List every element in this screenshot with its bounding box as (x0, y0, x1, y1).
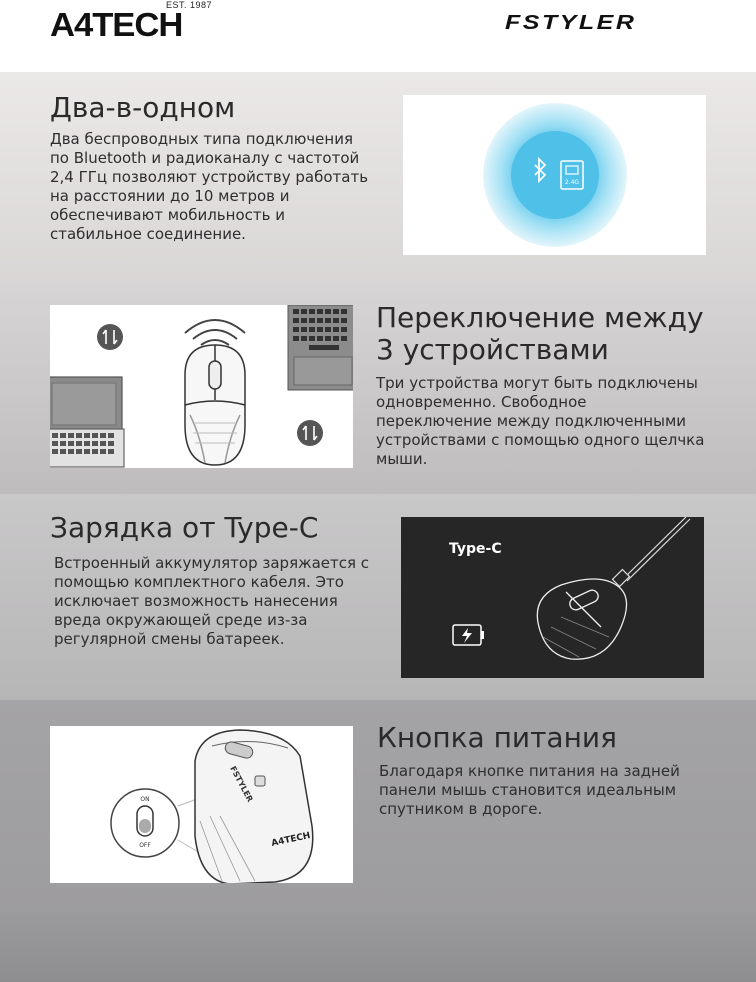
swap-arrows-icon (297, 420, 323, 446)
a4tech-logo: A4TECH (50, 6, 183, 43)
connectivity-image (403, 95, 706, 255)
page-header (0, 0, 756, 72)
footer-band (0, 912, 756, 982)
feature-two-in-one (0, 72, 756, 280)
feature-description: Два беспроводных типа подключения по Bluetooth и радиоканалу с частотой 2,4 ГГц позволяют устройству работать на расстоянии до 10 метров и обеспечивают мобильность и стабильное соединение. (50, 130, 369, 243)
feature-title: Переключение между 3 устройствами (376, 301, 704, 366)
feature-power-button (0, 700, 756, 912)
charging-image (401, 517, 704, 678)
mouse-brand-label: A4TECH (270, 830, 312, 849)
multi-device-image (50, 305, 353, 468)
feature-title: Два-в-одном (50, 91, 236, 124)
power-button-image (50, 726, 353, 883)
mouse-icon (537, 579, 626, 659)
cable-icon (613, 517, 690, 586)
swap-arrows-icon (97, 324, 123, 350)
feature-description: Благодаря кнопке питания на задней панели мышь становится идеальным спутником в дороге. (379, 762, 680, 818)
mouse-icon (185, 345, 245, 465)
mouse-series-label: FSTYLER (228, 764, 255, 804)
feature-description: Встроенный аккумулятор заряжается с помощью комплектного кабеля. Это исключает возможность нанесения вреда окружающей среде из-за регулярной смены батареек. (54, 554, 370, 648)
fstyler-logo: FSTYLER (505, 12, 637, 34)
feature-title: Зарядка от Type-C (50, 511, 319, 544)
type-c-label: Type-C (449, 541, 502, 557)
wifi-waves-icon (185, 320, 245, 345)
power-switch-icon (111, 789, 205, 857)
switch-on-label: ON (140, 796, 150, 803)
battery-charging-icon (453, 625, 484, 645)
receiver-label: 2.4G (564, 179, 580, 186)
switch-off-label: OFF (139, 842, 151, 849)
keyboard-icon (288, 305, 353, 390)
mouse-icon (195, 730, 313, 883)
brand-established: EST. 1987 (166, 0, 213, 10)
feature-multi-device (0, 280, 756, 494)
feature-type-c-charging (0, 494, 756, 700)
feature-title: Кнопка питания (377, 721, 617, 754)
feature-description: Три устройства могут быть подключены одновременно. Свободное переключение между подключенными устройствами с помощью одного щелчка мыши. (376, 374, 705, 468)
